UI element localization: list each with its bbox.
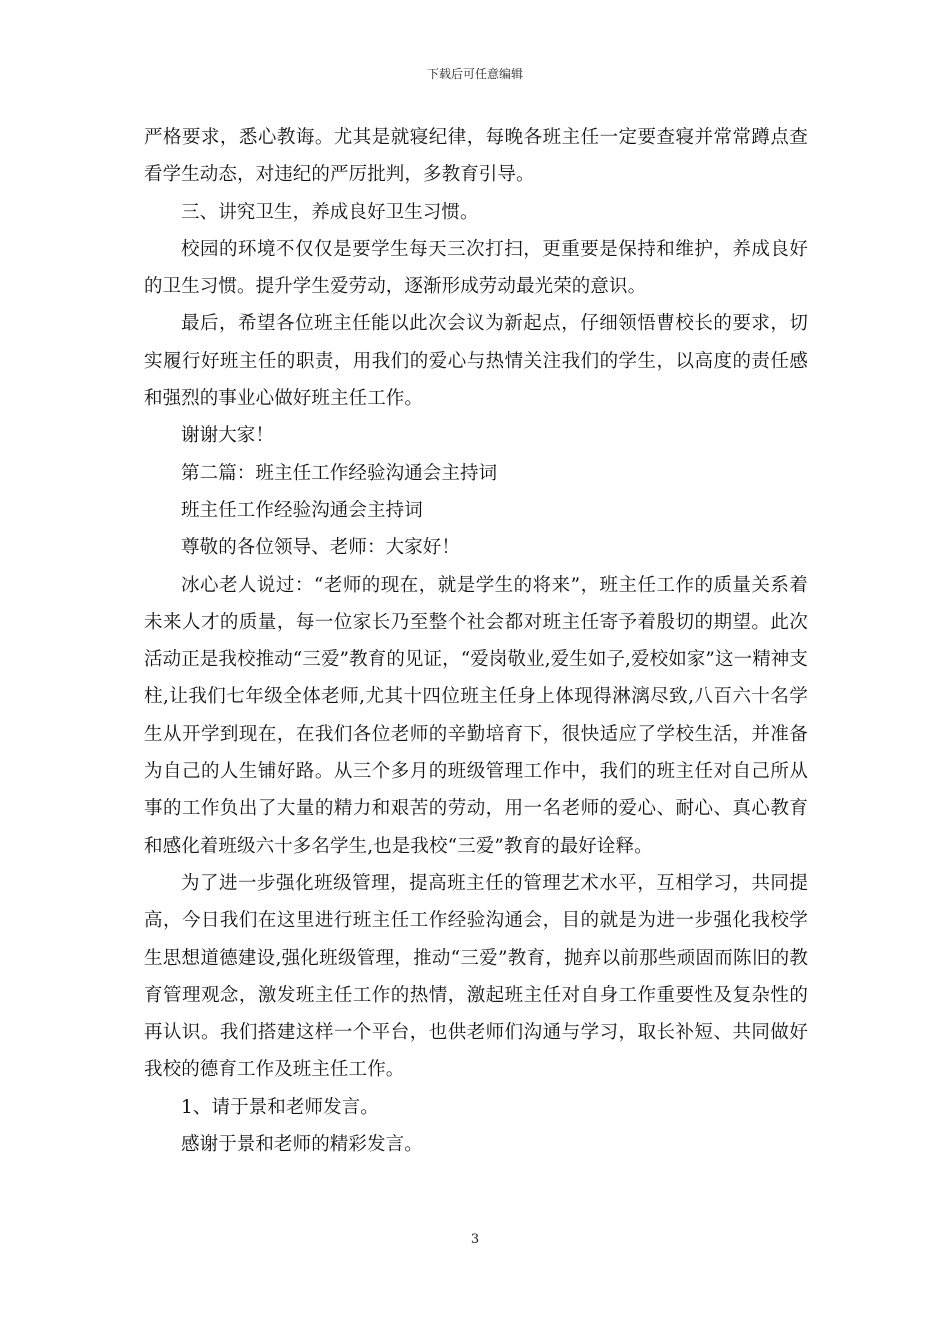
paragraph: 感谢于景和老师的精彩发言。 [181, 1134, 423, 1156]
section-heading-hygiene: 三、讲究卫生，养成良好卫生习惯。 [181, 201, 479, 223]
paragraph-continuation: 严格要求，悉心教诲。尤其是就寝纪律，每晚各班主任一定要查寝并常常蹲点查看学生动态，对违纪的严厉批判，多教育引导。 [144, 127, 808, 186]
agenda-item: 1、请于景和老师发言。 [181, 1096, 379, 1118]
document-title: 班主任工作经验沟通会主持词 [181, 499, 423, 521]
paragraph: 冰心老人说过：“老师的现在，就是学生的将来”，班主任工作的质量关系着未来人才的质量，每一位家长乃至整个社会都对班主任寄予着殷切的期望。此次活动正是我校推动“三爱”教育的见证，“爱岗敬业,爱生如子,爱校如家”这一精神支柱,让我们七年级全体老师,尤其十四位班主任身上体现得淋漓尽致,八百六十名学生从开学到现在，在我们各位老师的辛勤培育下，很快适应了学校生活，并准备为自己的人生铺好路。从三个多月的班级管理工作中，我们的班主任对自己所从事的工作负出了大量的精力和艰苦的劳动，用一名老师的爱心、耐心、真心教育和感化着班级六十多名学生,也是我校“三爱”教育的最好诠释。 [144, 574, 808, 857]
document-body [144, 119, 808, 1163]
closing-thanks: 谢谢大家！ [181, 425, 275, 447]
salutation: 尊敬的各位领导、老师：大家好！ [181, 537, 461, 559]
paragraph: 最后，希望各位班主任能以此次会议为新起点，仔细领悟曹校长的要求，切实履行好班主任的职责，用我们的爱心与热情关注我们的学生，以高度的责任感和强烈的事业心做好班主任工作。 [144, 313, 808, 410]
page-number: 3 [470, 1232, 480, 1247]
paragraph: 校园的环境不仅仅是要学生每天三次打扫，更重要是保持和维护，养成良好的卫生习惯。提升学生爱劳动，逐渐形成劳动最光荣的意识。 [144, 238, 808, 298]
page-header: 下载后可任意编辑 [426, 67, 523, 81]
paragraph: 为了进一步强化班级管理，提高班主任的管理艺术水平，互相学习，共同提高，今日我们在这里进行班主任工作经验沟通会，目的就是为进一步强化我校学生思想道德建设,强化班级管理，推动“三爱”教育，抛弃以前那些顽固而陈旧的教育管理观念，激发班主任工作的热情，激起班主任对自身工作重要性及复杂性的再认识。我们搭建这样一个平台，也供老师们沟通与学习，取长补短、共同做好我校的德育工作及班主任工作。 [144, 872, 808, 1081]
chapter-heading: 第二篇：班主任工作经验沟通会主持词 [181, 462, 498, 484]
